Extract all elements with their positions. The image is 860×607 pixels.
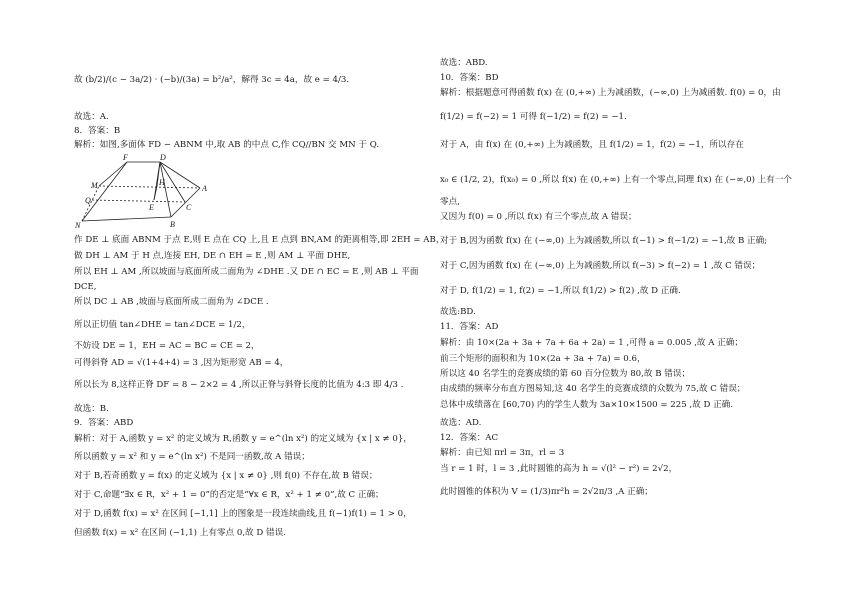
vertex-label-n: N bbox=[75, 221, 81, 230]
text-line: 故选：B. bbox=[74, 404, 109, 414]
vertex-label-a: A bbox=[202, 184, 207, 193]
text-line: 此时圆锥的体积为 V = (1/3)πr²h = 2√2π/3 ,A 正确； bbox=[440, 487, 653, 497]
text-line: 总体中成绩落在 [60,70) 内的学生人数为 3a×10×1500 = 225 ,故 D 正确. bbox=[440, 400, 734, 410]
text-line: 对于 C,命题“∃x ∈ R，x² + 1 = 0”的否定是“∀x ∈ R，x² + 1 ≠ 0”,故 C 正确； bbox=[74, 490, 384, 500]
polyhedron-figure bbox=[74, 152, 214, 240]
text-line: 不妨设 DE = 1，EH = AC = BC = CE = 2， bbox=[74, 341, 260, 351]
text-line: 故选:BD. bbox=[440, 307, 476, 317]
text-line: 所以函数 y = x² 和 y = e^(ln x²) 不是同一函数,故 A 错误； bbox=[74, 452, 310, 462]
text-line: 所以长为 8,这样正脊 DF = 8 − 2×2 = 4 ,所以正脊与斜脊长度的比值为 4:3 即 4/3 . bbox=[74, 380, 404, 390]
vertex-label-h: H bbox=[159, 178, 165, 187]
text-line: 对于 D, f(1/2) = 1, f(2) = −1,所以 f(1/2) > f(2) ,故 D 正确. bbox=[440, 286, 681, 296]
text-line: 解析：对于 A,函数 y = x² 的定义域为 R,函数 y = e^(ln x²) 的定义域为 {x | x ≠ 0}， bbox=[74, 434, 412, 444]
text-line: 前三个矩形的面积和为 10×(2a + 3a + 7a) = 0.6， bbox=[440, 354, 646, 364]
text-line: 对于 A，由 f(x) 在 (0,+∞) 上为减函数，且 f(1/2) = 1，f(2) = −1，所以存在 bbox=[440, 140, 744, 150]
vertex-label-b: B bbox=[170, 220, 175, 229]
text-line: 由成绩的频率分布直方图易知,这 40 名学生的竞赛成绩的众数为 75,故 C 错误； bbox=[440, 384, 746, 394]
text-line: 12．答案：AC bbox=[440, 433, 499, 443]
text-line: 但函数 f(x) = x² 在区间 (−1,1) 上有零点 0,故 D 错误. bbox=[74, 528, 286, 538]
text-line: 解析：由已知 πrl = 3π，rl = 3 bbox=[440, 448, 565, 458]
text-line: 对于 D,函数 f(x) = x² 在区间 [−1,1] 上的图象是一段连续曲线,且 f(−1)f(1) = 1 > 0， bbox=[74, 509, 412, 519]
vertex-label-c: C bbox=[186, 203, 192, 212]
text-line: 故选：A. bbox=[74, 112, 109, 122]
text-line: 所以这 40 名学生的竞赛成绩的第 60 百分位数为 80,故 B 错误； bbox=[440, 369, 691, 379]
text-line: 8．答案：B bbox=[74, 126, 121, 136]
text-line: 做 DH ⊥ AM 于 H 点,连接 EH, DE ∩ EH = E ,则 AM ⊥ 平面 DHE, bbox=[74, 251, 351, 261]
text-line: 可得斜脊 AD = √(1+4+4) = 3 ,因为矩形宽 AB = 4， bbox=[74, 358, 289, 368]
text-line: 11．答案：AD bbox=[440, 322, 499, 332]
vertex-label-q: Q bbox=[85, 196, 91, 205]
vertex-label-e: E bbox=[149, 203, 154, 212]
text-line: 10．答案：BD bbox=[440, 73, 499, 83]
text-line: 解析：根据题意可得函数 f(x) 在 (0,+∞) 上为减函数，(−∞,0) 上为减函数. f(0) = 0，由 bbox=[440, 88, 781, 98]
vertex-label-d: D bbox=[160, 153, 166, 162]
text-line: 9．答案：ABD bbox=[74, 418, 134, 428]
text-line: 解析：如图,多面体 FD − ABNM 中,取 AB 的中点 C,作 CQ//BN 交 MN 于 Q. bbox=[74, 140, 380, 150]
text-line: DCE, bbox=[74, 282, 97, 292]
text-line: 对于 B,因为函数 f(x) 在 (−∞,0) 上为减函数,所以 f(−1) > f(−1/2) = −1,故 B 正确; bbox=[440, 236, 768, 246]
text-line: 解析：由 10×(2a + 3a + 7a + 6a + 2a) = 1 ,可得 a = 0.005 ,故 A 正确； bbox=[440, 338, 743, 348]
text-line: 所以 EH ⊥ AM ,所以坡面与底面所成二面角为 ∠DHE .又 DE ∩ EC = E ,则 AB ⊥ 平面 bbox=[74, 267, 419, 277]
vertex-label-m: M bbox=[91, 181, 98, 190]
vertex-label-f: F bbox=[123, 153, 128, 162]
text-line: 对于 C,因为函数 f(x) 在 (−∞,0) 上为减函数,所以 f(−3) > f(−2) = 1 ,故 C 错误； bbox=[440, 261, 761, 271]
text-line: f(1/2) = f(−2) = 1 可得 f(−1/2) = f(2) = −1. bbox=[440, 112, 627, 122]
text-line: x₀ ∈ (1/2, 2)，f(x₀) = 0 ,所以 f(x) 在 (0,+∞) 上有一个零点,同理 f(x) 在 (−∞,0) 上有一个 bbox=[440, 175, 793, 185]
text-line: 零点, bbox=[440, 197, 460, 207]
text-line: 故选：AD. bbox=[440, 418, 482, 428]
text-line: 所以正切值 tan∠DHE = tan∠DCE = 1/2， bbox=[74, 320, 251, 330]
text-line: 所以 DC ⊥ AB ,坡面与底面所成二面角为 ∠DCE . bbox=[74, 297, 269, 307]
text-line: 对于 B,若奇函数 y = f(x) 的定义域为 {x | x ≠ 0} ,则 f(0) 不存在,故 B 错误； bbox=[74, 471, 378, 481]
text-line: 又因为 f(0) = 0 ,所以 f(x) 有三个零点,故 A 错误； bbox=[440, 212, 637, 222]
text-line: 故选：ABD. bbox=[440, 58, 488, 68]
text-line: 当 r = 1 时，l = 3 ,此时圆锥的高为 h = √(l² − r²) = 2√2， bbox=[440, 464, 678, 474]
text-line: 作 DE ⊥ 底面 ABNM 于点 E,则 E 点在 CQ 上,且 E 点到 BN,AM 的距离相等,即 2EH = AB， bbox=[74, 235, 445, 245]
text-line: 故 (b/2)/(c − 3a/2) · (−b)/(3a) = b²/a²，解得 3c = 4a，故 e = 4/3． bbox=[74, 75, 355, 85]
